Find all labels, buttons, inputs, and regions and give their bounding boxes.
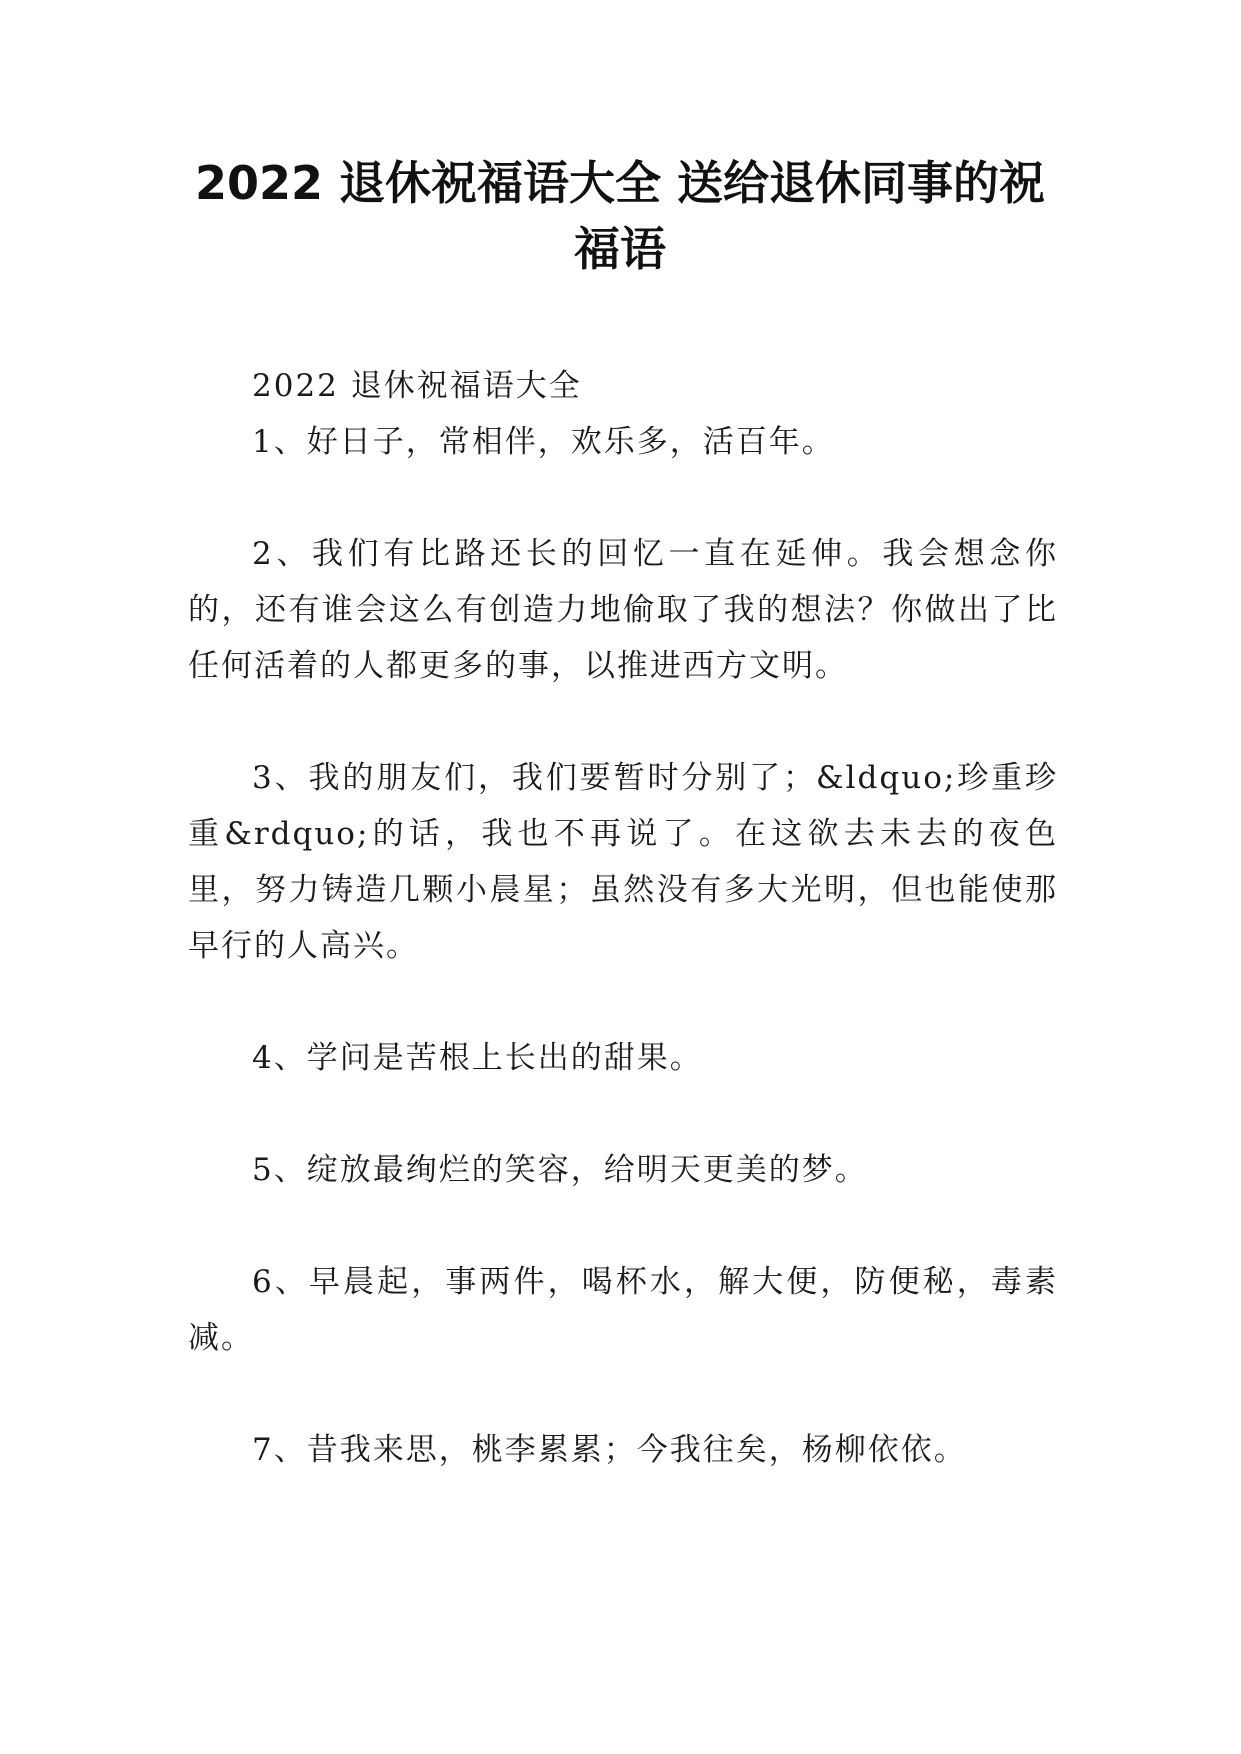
- list-item: 1、好日子，常相伴，欢乐多，活百年。: [252, 424, 835, 460]
- document-title: 2022 退休祝福语大全 送给退休同事的祝福语: [194, 156, 1046, 276]
- list-item: 3、我的朋友们，我们要暂时分别了；&ldquo;珍重珍重&rdquo;的话，我也不再说了。在这欲去未去的夜色里，努力铸造几颗小晨星；虽然没有多大光明，但也能使那早行的人高兴。: [188, 760, 1058, 964]
- list-item: 4、学问是苦根上长出的甜果。: [252, 1040, 703, 1076]
- list-item: 7、昔我来思，桃李累累；今我往矣，杨柳依依。: [252, 1432, 967, 1468]
- list-item: 2、我们有比路还长的回忆一直在延伸。我会想念你的，还有谁会这么有创造力地偷取了我的想法？你做出了比任何活着的人都更多的事，以推进西方文明。: [188, 536, 1058, 684]
- list-item: 5、绽放最绚烂的笑容，给明天更美的梦。: [252, 1152, 868, 1188]
- subheading: 2022 退休祝福语大全: [252, 368, 582, 404]
- list-item: 6、早晨起，事两件，喝杯水，解大便，防便秘，毒素减。: [188, 1264, 1058, 1356]
- document-body: [188, 358, 1058, 1478]
